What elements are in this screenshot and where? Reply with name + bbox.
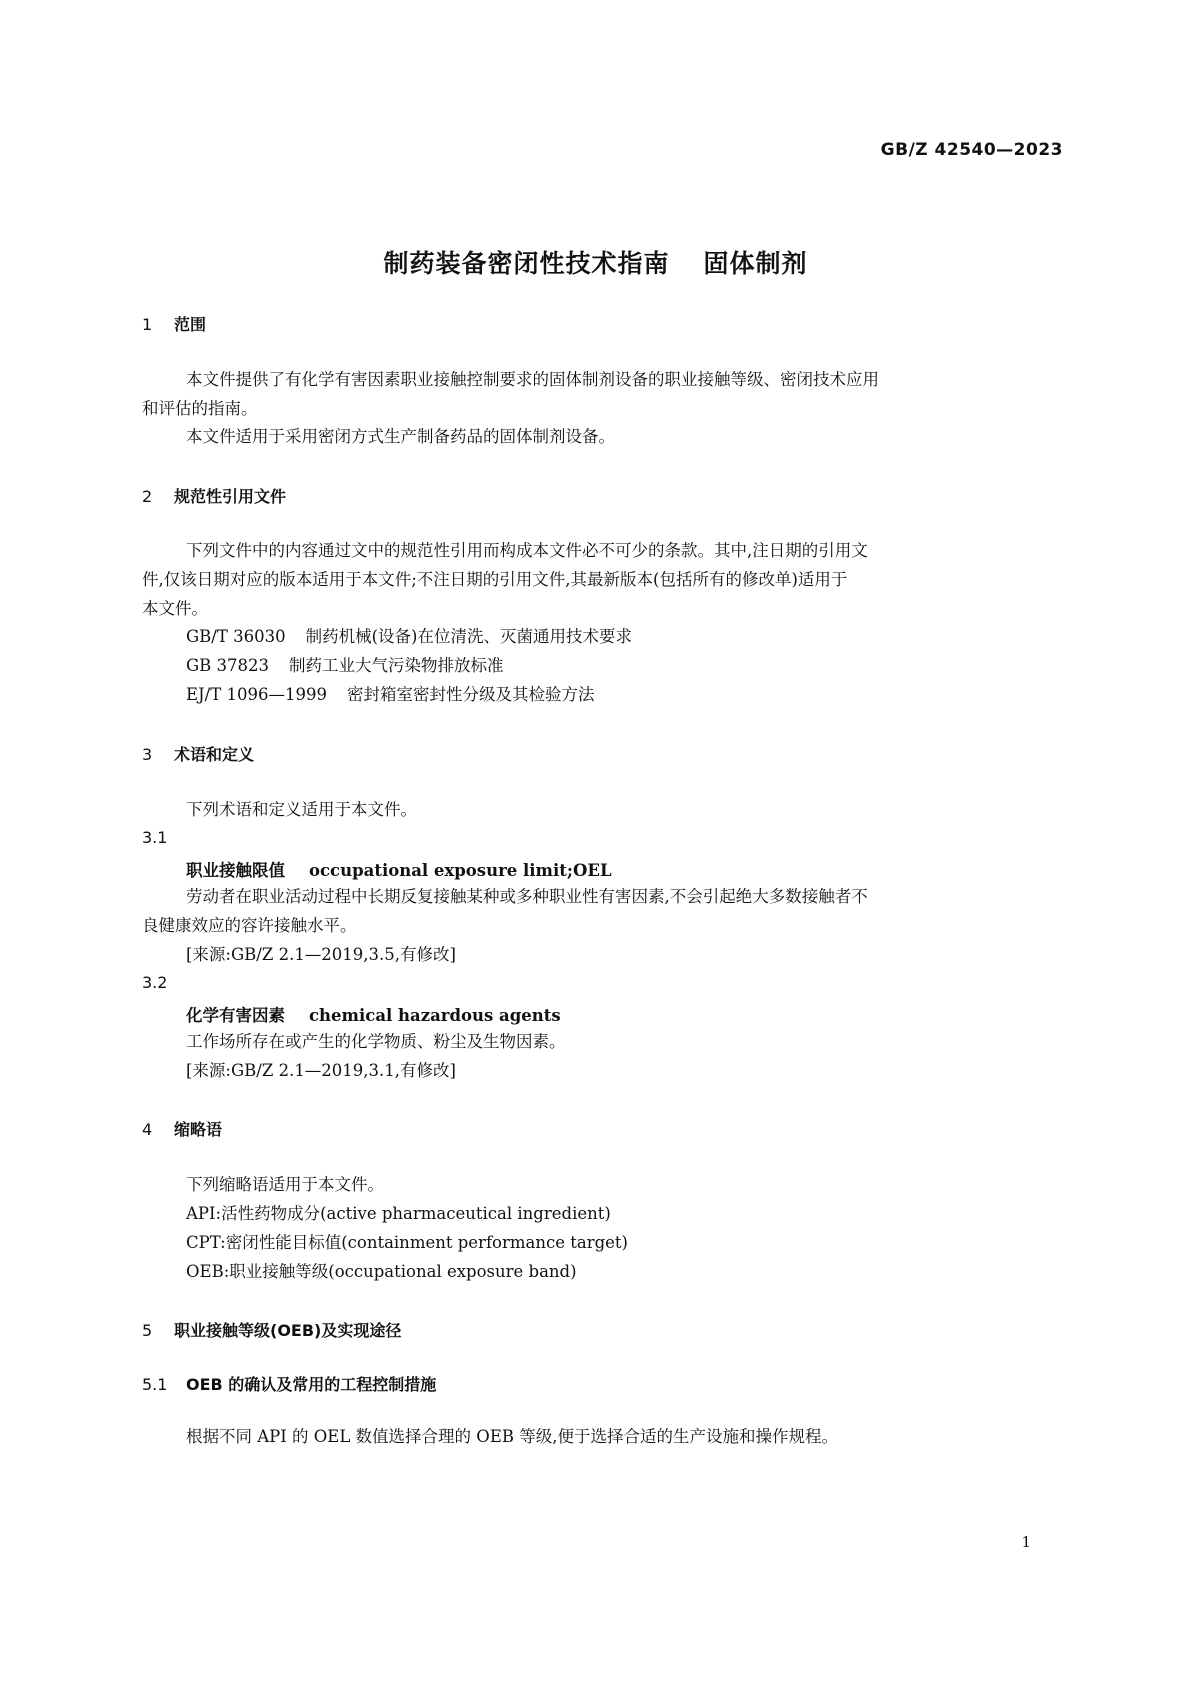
- reference-title: 制药机械(设备)在位清洗、灭菌通用技术要求: [305, 627, 632, 646]
- title-main: 制药装备密闭性技术指南: [383, 249, 670, 278]
- section-number: 3: [142, 745, 153, 764]
- section-title: 缩略语: [174, 1120, 223, 1139]
- term-en: chemical hazardous agents: [309, 1006, 561, 1025]
- section-3-heading: [142, 742, 254, 765]
- paragraph-line: 和评估的指南。: [142, 399, 258, 418]
- normative-reference: [186, 655, 1112, 677]
- definition-line: 工作场所存在或产生的化学物质、粉尘及生物因素。: [186, 1032, 566, 1051]
- term-zh: 化学有害因素: [186, 1006, 285, 1025]
- definition-line: 劳动者在职业活动过程中长期反复接触某种或多种职业性有害因素,不会引起绝大多数接触者不: [186, 887, 868, 906]
- paragraph-line: 下列缩略语适用于本文件。: [186, 1175, 384, 1194]
- section-number: 5: [142, 1321, 153, 1340]
- term-en: occupational exposure limit;OEL: [309, 861, 612, 880]
- reference-code: EJ/T 1096—1999: [186, 685, 327, 704]
- abbreviation-item: OEB:职业接触等级(occupational exposure band): [186, 1262, 577, 1281]
- term-entry: [186, 857, 612, 881]
- term-number: 3.2: [142, 973, 168, 992]
- paragraph-line: 下列术语和定义适用于本文件。: [186, 800, 417, 819]
- title-sub: 固体制剂: [703, 249, 808, 278]
- definition-line: 良健康效应的容许接触水平。: [142, 916, 357, 935]
- section-title: 术语和定义: [174, 745, 255, 764]
- term-entry: [186, 1002, 561, 1026]
- section-title: 职业接触等级(OEB)及实现途径: [174, 1321, 402, 1340]
- term-source: [来源:GB/Z 2.1—2019,3.5,有修改]: [186, 945, 456, 964]
- abbreviation-item: API:活性药物成分(active pharmaceutical ingredient): [186, 1204, 611, 1223]
- section-2-heading: [142, 484, 286, 507]
- paragraph-line: 件,仅该日期对应的版本适用于本文件;不注日期的引用文件,其最新版本(包括所有的修改单)适用于: [142, 570, 848, 589]
- reference-code: GB 37823: [186, 656, 270, 675]
- standard-number: GB/Z 42540—2023: [880, 140, 1063, 160]
- paragraph-line: 本文件提供了有化学有害因素职业接触控制要求的固体制剂设备的职业接触等级、密闭技术应用: [186, 370, 879, 389]
- abbreviation-item: CPT:密闭性能目标值(containment performance target): [186, 1233, 628, 1252]
- reference-title: 密封箱室密封性分级及其检验方法: [346, 685, 595, 704]
- subsection-5-1-heading: [142, 1372, 436, 1395]
- document-title: [0, 244, 1191, 280]
- term-zh: 职业接触限值: [186, 861, 285, 880]
- section-4-heading: [142, 1117, 222, 1140]
- paragraph-line: 根据不同 API 的 OEL 数值选择合理的 OEB 等级,便于选择合适的生产设施和操作规程。: [186, 1427, 838, 1446]
- subsection-number: 5.1: [142, 1375, 168, 1394]
- term-number: 3.1: [142, 828, 168, 847]
- section-title: 范围: [174, 315, 207, 334]
- paragraph-line: 本文件。: [142, 599, 208, 618]
- section-number: 1: [142, 315, 153, 334]
- section-number: 2: [142, 487, 153, 506]
- paragraph-line: 下列文件中的内容通过文中的规范性引用而构成本文件必不可少的条款。其中,注日期的引用文: [186, 541, 868, 560]
- normative-reference: [186, 626, 1112, 648]
- normative-reference: [186, 684, 1112, 706]
- reference-title: 制药工业大气污染物排放标准: [289, 656, 504, 675]
- paragraph-line: 本文件适用于采用密闭方式生产制备药品的固体制剂设备。: [186, 427, 615, 446]
- subsection-title: OEB 的确认及常用的工程控制措施: [186, 1375, 437, 1394]
- reference-code: GB/T 36030: [186, 627, 286, 646]
- page-number: 1: [1021, 1533, 1031, 1551]
- section-title: 规范性引用文件: [174, 487, 287, 506]
- section-1-heading: [142, 312, 206, 335]
- section-number: 4: [142, 1120, 153, 1139]
- section-5-heading: [142, 1318, 401, 1341]
- term-source: [来源:GB/Z 2.1—2019,3.1,有修改]: [186, 1061, 456, 1080]
